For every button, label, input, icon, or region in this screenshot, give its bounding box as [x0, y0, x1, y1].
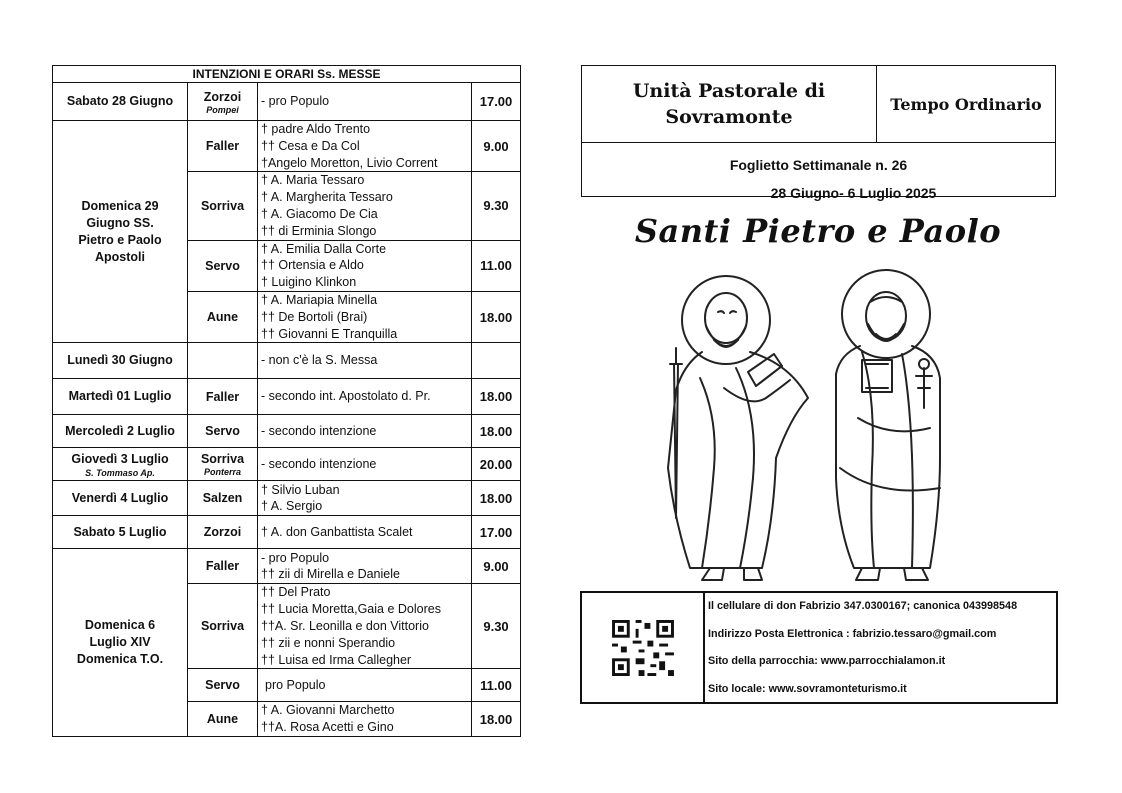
intention-cell [258, 516, 472, 549]
time-cell: 18.00 [472, 291, 521, 342]
bulletin-info [582, 143, 1055, 207]
day-label: Domenica 29 Giugno SS. Pietro e Paolo Apostoli [78, 198, 162, 264]
place-cell [188, 481, 258, 516]
qr-cell [582, 593, 705, 702]
contact-lines [705, 593, 1056, 702]
intention-cell [258, 549, 472, 584]
time-cell: 11.00 [472, 240, 521, 291]
day-cell [53, 343, 188, 379]
intention-line: ††A. Sr. Leonilla e don Vittorio [261, 618, 429, 633]
email-line[interactable]: Indirizzo Posta Elettronica : fabrizio.tessaro@gmail.com [708, 627, 997, 640]
place-label: Servo [205, 258, 240, 273]
intention-line: - non c'è la S. Messa [261, 353, 378, 368]
time-cell: 17.00 [472, 83, 521, 121]
day-cell [53, 121, 188, 343]
time-cell: 11.00 [472, 669, 521, 702]
day-cell [53, 549, 188, 737]
intention-cell [258, 343, 472, 379]
intention-line: †† Luisa ed Irma Callegher [261, 652, 412, 667]
intention-cell [258, 240, 472, 291]
day-cell [53, 379, 188, 415]
liturgical-season: Tempo Ordinario [890, 94, 1042, 114]
intention-line: † A. Emilia Dalla Corte [261, 241, 387, 256]
intention-line: † Luigino Klinkon [261, 275, 357, 290]
place-label: Aune [206, 712, 239, 727]
place-cell [188, 702, 258, 737]
place-label: Sorriva [200, 619, 245, 634]
intention-cell [258, 415, 472, 448]
day-cell [53, 448, 188, 481]
intention-cell [258, 481, 472, 516]
table-row [53, 481, 521, 516]
intention-line: - pro Populo [261, 550, 330, 565]
intention-line: †† zii di Mirella e Daniele [261, 567, 400, 582]
day-label: Martedì 01 Luglio [68, 389, 172, 404]
place-sub-label: Pompei [206, 104, 239, 115]
intention-line: † A. Giacomo De Cia [261, 206, 378, 221]
intention-cell [258, 291, 472, 342]
bulletin-number: Foglietto Settimanale n. 26 [729, 157, 908, 173]
intention-line: † A. Maria Tessaro [261, 173, 365, 188]
intention-line: †† Giovanni E Tranquilla [261, 326, 398, 341]
time-cell: 9.30 [472, 584, 521, 669]
place-label: Faller [205, 389, 240, 404]
table-row [53, 549, 521, 584]
day-label: Giovedì 3 Luglio [71, 451, 169, 466]
time-cell [472, 343, 521, 379]
time-cell: 18.00 [472, 415, 521, 448]
place-cell [188, 121, 258, 172]
table-row [53, 379, 521, 415]
day-label: Domenica 6 Luglio XIV Domenica T.O. [76, 618, 164, 667]
place-label: Aune [206, 310, 239, 325]
intention-line: †† Lucia Moretta,Gaia e Dolores [261, 602, 441, 617]
place-cell [188, 549, 258, 584]
day-cell [53, 516, 188, 549]
intention-cell [258, 448, 472, 481]
intention-line: †† di Erminia Slongo [261, 223, 377, 238]
place-cell [188, 516, 258, 549]
place-label: Zorzoi [203, 525, 242, 540]
place-label: Faller [205, 559, 240, 574]
mass-schedule-table [52, 65, 521, 737]
table-row [53, 121, 521, 172]
place-label: Servo [205, 678, 240, 693]
table-row [53, 448, 521, 481]
place-label: Salzen [202, 491, 243, 506]
time-cell: 20.00 [472, 448, 521, 481]
day-label: Mercoledì 2 Luglio [65, 423, 175, 438]
feast-title: Santi Pietro e Paolo [634, 212, 1002, 250]
time-cell: 18.00 [472, 379, 521, 415]
place-cell [188, 379, 258, 415]
intention-cell [258, 584, 472, 669]
day-label: Sabato 5 Luglio [73, 524, 167, 539]
place-cell [188, 291, 258, 342]
unit-line-1: Unità Pastorale di [632, 80, 826, 102]
qr-code-icon [612, 620, 674, 676]
place-cell [188, 172, 258, 240]
bulletin-dates: 28 Giugno- 6 Luglio 2025 [770, 185, 937, 201]
day-cell [53, 83, 188, 121]
unit-line-2: Sovramonte [665, 106, 793, 128]
place-label: Zorzoi [203, 89, 242, 104]
day-label: Sabato 28 Giugno [66, 94, 174, 108]
table-row [53, 415, 521, 448]
day-label: Lunedì 30 Giugno [67, 353, 173, 368]
intention-line: † A. Mariapia Minella [261, 292, 378, 307]
place-cell [188, 343, 258, 379]
place-cell [188, 415, 258, 448]
intention-line: - pro Populo [261, 94, 330, 109]
header-top [582, 66, 1055, 143]
place-cell [188, 83, 258, 121]
day-cell [53, 415, 188, 448]
intention-cell [258, 669, 472, 702]
place-label: Sorriva [200, 198, 245, 213]
saint-paul-figure [668, 276, 808, 580]
intention-line: † A. don Ganbattista Scalet [261, 524, 413, 539]
time-cell: 9.30 [472, 172, 521, 240]
contact-box [580, 591, 1058, 704]
place-cell [188, 240, 258, 291]
place-label: Servo [205, 424, 240, 439]
intention-line: †† zii e nonni Sperandio [261, 635, 396, 650]
time-cell: 18.00 [472, 702, 521, 737]
intention-line: - secondo intenzione [261, 423, 377, 438]
saints-illustration [640, 268, 992, 586]
intention-line: †† De Bortoli (Brai) [261, 309, 368, 324]
place-label: Faller [205, 139, 240, 154]
intention-line: †Angelo Moretton, Livio Corrent [261, 155, 438, 170]
saint-peter-figure [836, 270, 940, 580]
time-cell: 18.00 [472, 481, 521, 516]
intention-line: - secondo intenzione [261, 456, 377, 471]
intention-line: †† Cesa e Da Col [261, 138, 360, 153]
intention-cell [258, 172, 472, 240]
intention-line: † A. Sergio [261, 499, 323, 514]
day-sub-label: S. Tommaso Ap. [85, 467, 155, 478]
local-site-line[interactable]: Sito locale: www.sovramonteturismo.it [708, 682, 907, 695]
intention-line: † A. Giovanni Marchetto [261, 703, 395, 718]
intention-line: †† Ortensia e Aldo [261, 258, 364, 273]
table-row [53, 516, 521, 549]
intention-line: pro Populo [265, 677, 326, 692]
schedule-title: INTENZIONI E ORARI Ss. MESSE [53, 66, 521, 83]
intention-line: †† Del Prato [261, 585, 331, 600]
place-cell [188, 448, 258, 481]
intention-line: † Silvio Luban [261, 482, 340, 497]
table-row [53, 343, 521, 379]
intention-cell [258, 121, 472, 172]
intention-line: † A. Margherita Tessaro [261, 190, 393, 205]
intention-line: - secondo int. Apostolato d. Pr. [261, 389, 431, 404]
intention-cell [258, 83, 472, 121]
intention-cell [258, 379, 472, 415]
intention-line: ††A. Rosa Acetti e Gino [261, 720, 394, 735]
place-cell [188, 584, 258, 669]
day-label: Venerdì 4 Luglio [71, 490, 169, 505]
place-cell [188, 669, 258, 702]
parish-site-line[interactable]: Sito della parrocchia: www.parrocchialamon.it [708, 655, 946, 667]
time-cell: 9.00 [472, 121, 521, 172]
table-row [53, 83, 521, 121]
day-cell [53, 481, 188, 516]
time-cell: 17.00 [472, 516, 521, 549]
place-label: Sorriva [200, 452, 245, 467]
phone-line: Il cellulare di don Fabrizio 347.0300167; canonica 043998548 [708, 600, 1018, 612]
intention-cell [258, 702, 472, 737]
header-box [581, 65, 1056, 201]
place-sub-label: Ponterra [203, 467, 241, 478]
intention-line: † padre Aldo Trento [261, 122, 371, 136]
time-cell: 9.00 [472, 549, 521, 584]
pastoral-unit-title [582, 66, 877, 142]
